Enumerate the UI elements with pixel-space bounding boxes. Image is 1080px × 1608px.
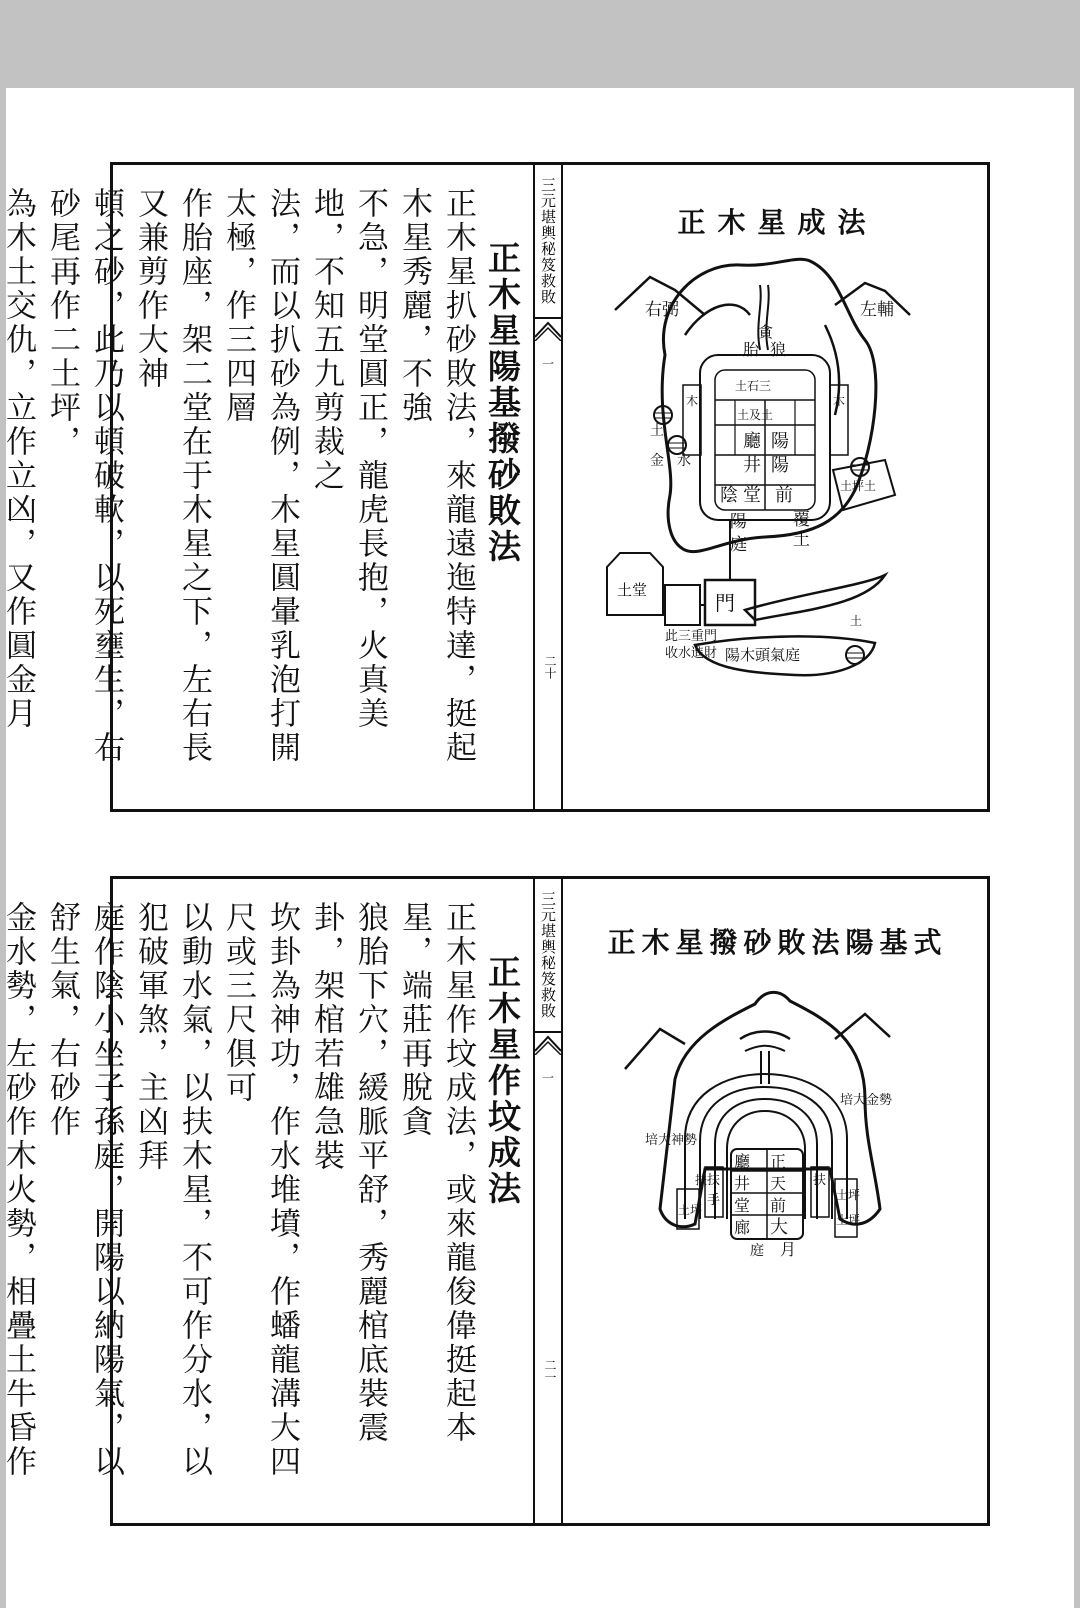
center-fold-strip [533, 165, 563, 809]
label-sand-note: 陽木頭氣庭 [725, 646, 801, 664]
label-right-slope: 土坪土 [840, 479, 877, 493]
text-column: 為木土交仇，立作立凶，又作圓金月 [0, 187, 36, 731]
text-block-bottom [0, 901, 524, 1501]
label-yang: 陽 [771, 431, 789, 452]
book-page-top [0, 162, 990, 812]
label-ting: 廳 [743, 431, 761, 452]
label-tang: 堂 [743, 485, 761, 506]
text-column: 正木星作坟成法，或來龍俊偉挺起本星，端莊再脫貪 [396, 901, 476, 1445]
fish-tail-mark [535, 319, 561, 341]
label-tuping-left: 土坪 [678, 1203, 703, 1217]
diagram-bottom [565, 879, 990, 1523]
label-left-shui: 水 [677, 453, 691, 469]
label-left-note: 培大神勢 [645, 1133, 698, 1148]
label-right-bi: 右弼 [645, 300, 679, 320]
diagram-title: 正木星成法 [677, 206, 878, 239]
text-column: 頓之砂，此乃以頓破軟，以死壅生，右砂尾再作二土坪， [44, 187, 124, 765]
text-column: 庭作陰小坐子孫庭，開陽以納陽氣，以舒生氣，右砂作 [44, 901, 124, 1479]
fengshui-diagram-bottom [565, 879, 990, 1523]
scan-sheet [0, 88, 1074, 1608]
label-qian: 前 [775, 485, 793, 506]
text-block-top [0, 187, 524, 787]
fish-tail-mark [535, 1033, 561, 1055]
label-yang-3: 陽 [730, 512, 747, 532]
label-left-fu: 左輔 [860, 300, 894, 320]
label-left-box: 土堂 [617, 581, 648, 599]
fengshui-diagram-top [565, 165, 990, 809]
volume-mark: 一 [541, 1071, 554, 1085]
section-title: 正木星作坟成法 [483, 955, 522, 1207]
label-zheng: 正 [770, 1152, 787, 1171]
diagram-title: 正木星撥砂敗法陽基式 [607, 926, 948, 959]
label-fu-right: 扶 [813, 1173, 827, 1188]
label-lang: 狼 [770, 340, 787, 359]
label-left-tu: 土 [650, 423, 664, 439]
label-yang-2: 陽 [771, 455, 789, 476]
label-fu-left-2: 扶 [695, 1173, 708, 1187]
page-number: 二十 [543, 655, 557, 679]
label-tingyuan: 庭 [730, 535, 747, 555]
center-fold-strip [533, 879, 563, 1523]
label-shou: 手 [707, 1193, 721, 1208]
label-left-jin: 金 [650, 453, 664, 469]
label-yue: 月 [780, 1240, 797, 1259]
label-yin: 陰 [720, 485, 738, 506]
section-title: 正木星陽基撥砂敗法 [483, 241, 522, 565]
text-column: 坎卦為神功，作水堆墳，作蟠龍溝大四尺或三尺俱可 [220, 901, 300, 1479]
label-tian: 天 [770, 1174, 787, 1193]
label-fu-left: 扶 [707, 1173, 721, 1188]
label-men: 門 [715, 591, 735, 615]
label-tuping-right: 土坪 [836, 1188, 861, 1202]
bottom-note-1: 此三重門 [665, 629, 718, 644]
volume-mark: 一 [541, 357, 554, 371]
label-ting-2: 庭 [750, 1243, 764, 1259]
label-da: 大 [770, 1217, 788, 1238]
label-sand-right: 土 [850, 614, 863, 628]
label-qian: 前 [770, 1196, 787, 1215]
label-tuping-right-2: 土坪 [836, 1213, 861, 1227]
label-lang: 廊 [734, 1218, 751, 1237]
book-page-bottom [0, 876, 990, 1526]
text-column: 狼胎下穴，緩脈平舒，秀麗棺底裝震卦，架棺若雄急裝 [308, 901, 388, 1445]
label-tan: 貪 [758, 323, 774, 341]
label-ting: 廳 [734, 1152, 751, 1171]
book-title: 三元堪輿秘笈救敗 [535, 879, 561, 1033]
text-column: 正木星扒砂敗法，來龍遠迤特達，挺起木星秀麗，不強 [396, 187, 476, 765]
label-tang: 堂 [734, 1196, 751, 1215]
text-column: 不急，明堂圓正，龍虎長抱，火真美地，不知五九剪裁之 [308, 187, 388, 731]
label-right-col: 木 [833, 394, 846, 408]
label-tai: 胎 [743, 340, 760, 359]
diagram-top [565, 165, 990, 809]
label-tu: 土 [793, 530, 810, 550]
text-column: 金水勢，左砂作木火勢，相疊土牛昏作 [0, 901, 36, 1479]
label-fu: 覆 [793, 510, 810, 530]
label-mu-col: 木 [686, 394, 699, 408]
text-column: 以動水氣，以扶木星，不可作分水，以犯破軍煞，主凶拜 [132, 901, 212, 1479]
label-jing: 井 [734, 1174, 751, 1193]
text-column: 法，而以扒砂為例，木星圓暈乳泡打開太極，作三四層 [220, 187, 300, 765]
text-column: 作胎座，架二堂在于木星之下，左右長又兼剪作大神 [132, 187, 212, 765]
book-title: 三元堪輿秘笈救敗 [535, 165, 561, 319]
label-right-note: 培大金勢 [840, 1093, 893, 1108]
label-jing: 井 [743, 455, 761, 476]
label-row1: 土石三 [735, 379, 772, 393]
page-number: 二一 [543, 1359, 557, 1383]
label-row2: 土及土 [737, 408, 774, 422]
bottom-note-2: 收水進財 [665, 646, 718, 661]
